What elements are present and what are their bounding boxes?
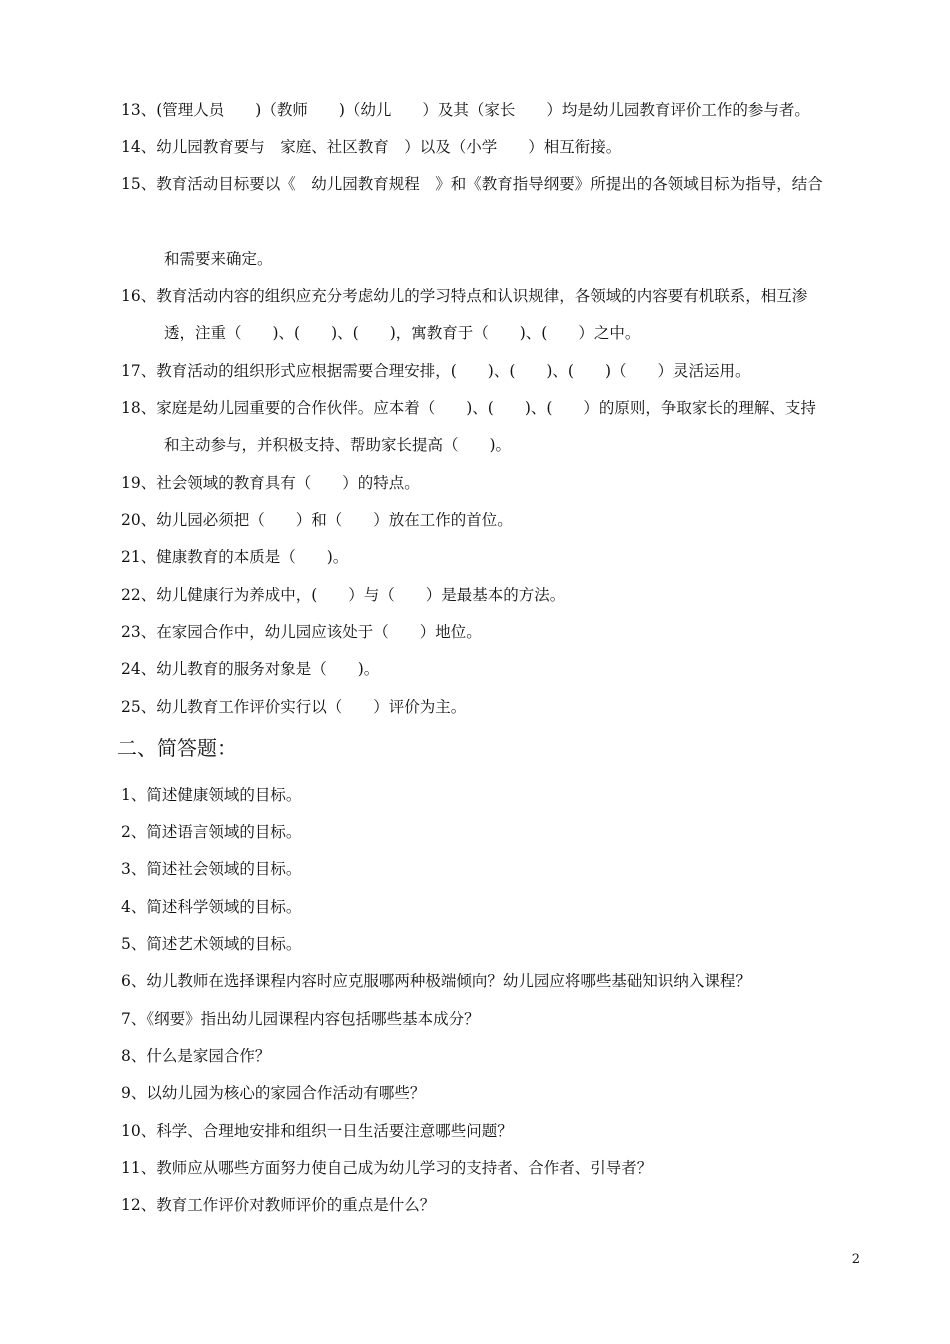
question-13: 13、(管理人员 )（教师 )（幼儿 ）及其（家长 ）均是幼儿园教育评价工作的参与者。 (121, 101, 810, 119)
question-15-continuation: 和需要来确定。 (164, 250, 273, 268)
short-answer-8: 8、什么是家园合作？ (121, 1047, 271, 1065)
question-25: 25、幼儿教育工作评价实行以（ ）评价为主。 (121, 698, 467, 716)
short-answer-9: 9、以幼儿园为核心的家园合作活动有哪些？ (121, 1084, 426, 1102)
page-number: 2 (851, 1252, 860, 1267)
question-23: 23、在家园合作中，幼儿园应该处于（ ）地位。 (121, 623, 482, 641)
short-answer-12: 12、教育工作评价对教师评价的重点是什么？ (121, 1196, 436, 1214)
short-answer-11: 11、教师应从哪些方面努力使自己成为幼儿学习的支持者、合作者、引导者？ (121, 1159, 653, 1177)
question-20: 20、幼儿园必须把（ ）和（ ）放在工作的首位。 (121, 511, 513, 529)
short-answer-2: 2、简述语言领域的目标。 (121, 823, 302, 841)
question-24: 24、幼儿教育的服务对象是（ )。 (121, 660, 380, 678)
question-19: 19、社会领域的教育具有（ ）的特点。 (121, 474, 420, 492)
question-17: 17、教育活动的组织形式应根据需要合理安排，( )、( )、( )（ ）灵活运用。 (121, 362, 751, 380)
short-answer-1: 1、简述健康领域的目标。 (121, 786, 302, 804)
short-answer-7: 7、《纲要》指出幼儿园课程内容包括哪些基本成分？ (121, 1010, 480, 1028)
short-answer-4: 4、简述科学领域的目标。 (121, 898, 302, 916)
short-answer-6: 6、幼儿教师在选择课程内容时应克服哪两种极端倾向？幼儿园应将哪些基础知识纳入课程？ (121, 972, 751, 990)
question-18: 18、家庭是幼儿园重要的合作伙伴。应本着（ )、( )、( ）的原则，争取家长的理解、支持 (121, 399, 816, 417)
question-18-continuation: 和主动参与，并积极支持、帮助家长提高（ )。 (164, 436, 512, 454)
question-14: 14、幼儿园教育要与 家庭、社区教育 ）以及（小学 ）相互衔接。 (121, 138, 622, 156)
section-heading-short-answer: 二、简答题： (117, 736, 237, 760)
short-answer-3: 3、简述社会领域的目标。 (121, 860, 302, 878)
question-15: 15、教育活动目标要以《 幼儿园教育规程 》和《教育指导纲要》所提出的各领域目标为指导，结合 (121, 175, 823, 193)
question-22: 22、幼儿健康行为养成中，( ）与（ ）是最基本的方法。 (121, 586, 566, 604)
question-21: 21、健康教育的本质是（ )。 (121, 548, 349, 566)
question-16-continuation: 透，注重（ )、( )、( )，寓教育于（ )、( ）之中。 (164, 324, 641, 342)
short-answer-10: 10、科学、合理地安排和组织一日生活要注意哪些问题？ (121, 1122, 513, 1140)
question-16: 16、教育活动内容的组织应充分考虑幼儿的学习特点和认识规律，各领域的内容要有机联系，相互渗 (121, 287, 808, 305)
short-answer-5: 5、简述艺术领域的目标。 (121, 935, 302, 953)
